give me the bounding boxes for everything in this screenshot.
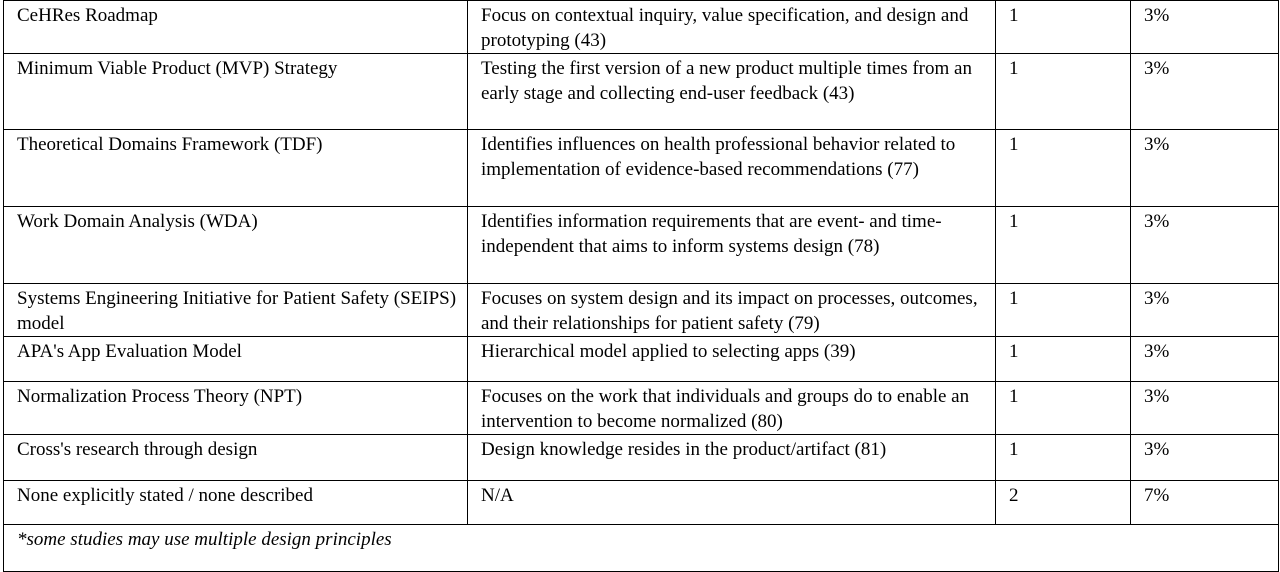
- table-row: [4, 481, 1279, 525]
- footnote-row: [4, 525, 1279, 572]
- design-frameworks-table: [3, 0, 1279, 572]
- study-percent-cell: 3%: [1131, 435, 1279, 481]
- framework-description-cell: Focus on contextual inquiry, value specification, and design and prototyping (43): [468, 1, 996, 54]
- study-percent-cell: 3%: [1131, 130, 1279, 207]
- framework-name-cell: Normalization Process Theory (NPT): [4, 382, 468, 435]
- study-count-cell: 2: [996, 481, 1131, 525]
- study-percent-cell: 3%: [1131, 284, 1279, 337]
- study-percent-cell: 7%: [1131, 481, 1279, 525]
- table-row: [4, 1, 1279, 54]
- framework-name-cell: Cross's research through design: [4, 435, 468, 481]
- study-count-cell: 1: [996, 337, 1131, 382]
- study-count-cell: 1: [996, 130, 1131, 207]
- framework-description-cell: Focuses on system design and its impact on processes, outcomes, and their relationships for patient safety (79): [468, 284, 996, 337]
- footnote: *some studies may use multiple design principles: [4, 525, 1279, 572]
- study-count-cell: 1: [996, 207, 1131, 284]
- framework-name-cell: Theoretical Domains Framework (TDF): [4, 130, 468, 207]
- table-row: [4, 382, 1279, 435]
- framework-description-cell: Focuses on the work that individuals and groups do to enable an intervention to become normalized (80): [468, 382, 996, 435]
- study-percent-cell: 3%: [1131, 1, 1279, 54]
- table-row: [4, 54, 1279, 130]
- framework-description-cell: Identifies influences on health professional behavior related to implementation of evidence-based recommendations (77): [468, 130, 996, 207]
- table-row: [4, 337, 1279, 382]
- framework-name-cell: Systems Engineering Initiative for Patient Safety (SEIPS) model: [4, 284, 468, 337]
- study-percent-cell: 3%: [1131, 54, 1279, 130]
- study-count-cell: 1: [996, 435, 1131, 481]
- study-count-cell: 1: [996, 54, 1131, 130]
- table-row: [4, 284, 1279, 337]
- table-row: [4, 130, 1279, 207]
- framework-name-cell: CeHRes Roadmap: [4, 1, 468, 54]
- table-row: [4, 435, 1279, 481]
- framework-name-cell: None explicitly stated / none described: [4, 481, 468, 525]
- study-percent-cell: 3%: [1131, 337, 1279, 382]
- table-row: [4, 207, 1279, 284]
- study-count-cell: 1: [996, 382, 1131, 435]
- framework-name-cell: APA's App Evaluation Model: [4, 337, 468, 382]
- framework-description-cell: N/A: [468, 481, 996, 525]
- framework-description-cell: Hierarchical model applied to selecting apps (39): [468, 337, 996, 382]
- framework-name-cell: Work Domain Analysis (WDA): [4, 207, 468, 284]
- framework-description-cell: Identifies information requirements that are event- and time-independent that aims to inform systems design (78): [468, 207, 996, 284]
- study-count-cell: 1: [996, 284, 1131, 337]
- framework-name-cell: Minimum Viable Product (MVP) Strategy: [4, 54, 468, 130]
- framework-description-cell: Design knowledge resides in the product/artifact (81): [468, 435, 996, 481]
- study-count-cell: 1: [996, 1, 1131, 54]
- study-percent-cell: 3%: [1131, 207, 1279, 284]
- study-percent-cell: 3%: [1131, 382, 1279, 435]
- framework-description-cell: Testing the first version of a new product multiple times from an early stage and collecting end-user feedback (43): [468, 54, 996, 130]
